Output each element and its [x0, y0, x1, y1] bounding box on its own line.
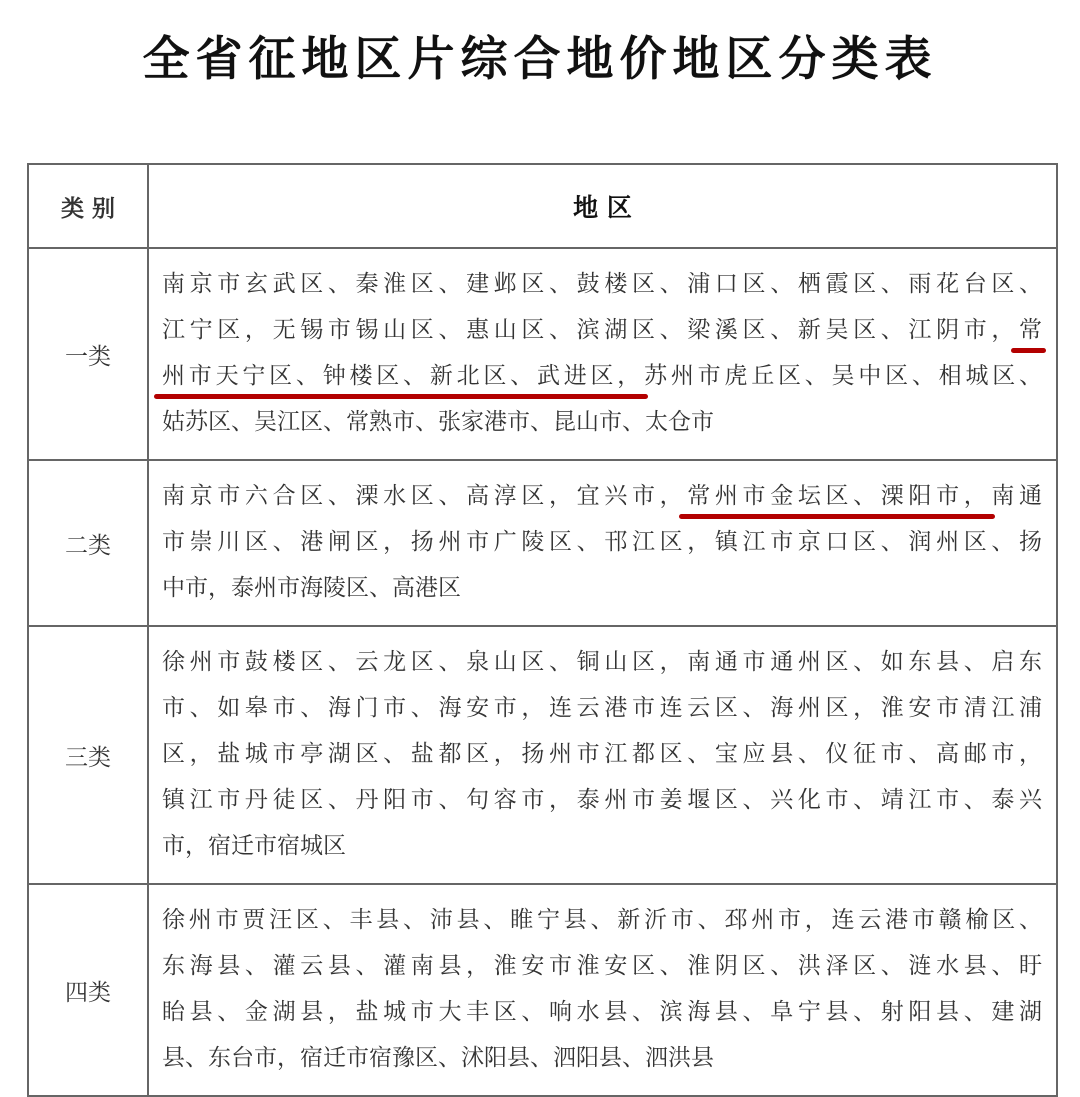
region-line [162, 307, 1042, 353]
region-line [162, 777, 1042, 823]
table-row [28, 248, 1057, 460]
region-line [162, 731, 1042, 777]
underlined-region-text: 常州市金坛区、溧阳市， [687, 483, 992, 509]
region-text: 市，宿迁市宿城区 [162, 833, 346, 859]
region-text: 徐州市鼓楼区、云龙区、泉山区、铜山区，南通市通州区、如东县、启东 [162, 649, 1042, 675]
header-category: 类 别 [28, 164, 148, 248]
region-text: 南京市玄武区、秦淮区、建邺区、鼓楼区、浦口区、栖霞区、雨花台区、 [162, 271, 1042, 297]
region-text: 江宁区，无锡市锡山区、惠山区、滨湖区、梁溪区、新吴区、江阴市， [162, 317, 1019, 343]
region-line [162, 1035, 1042, 1081]
region-line [162, 353, 1042, 399]
region-line [162, 685, 1042, 731]
region-cell [148, 626, 1057, 884]
region-text: 市、如皋市、海门市、海安市，连云港市连云区、海州区，淮安市清江浦 [162, 695, 1042, 721]
region-text: 市崇川区、港闸区，扬州市广陵区、邗江区，镇江市京口区、润州区、扬 [162, 529, 1042, 555]
table-row [28, 626, 1057, 884]
region-line [162, 565, 1042, 611]
category-cell: 二类 [28, 460, 148, 626]
region-text: 南通 [991, 483, 1043, 509]
table-body [28, 248, 1057, 1096]
region-line [162, 823, 1042, 869]
region-text: 眙县、金湖县，盐城市大丰区、响水县、滨海县、阜宁县、射阳县、建湖 [162, 999, 1042, 1025]
region-text: 区，盐城市亭湖区、盐都区，扬州市江都区、宝应县、仪征市、高邮市， [162, 741, 1042, 767]
underlined-region-text: 常 [1019, 317, 1042, 343]
region-cell [148, 460, 1057, 626]
region-text: 镇江市丹徒区、丹阳市、句容市，泰州市姜堰区、兴化市、靖江市、泰兴 [162, 787, 1042, 813]
region-line [162, 943, 1042, 989]
region-cell [148, 884, 1057, 1096]
classification-table [27, 163, 1058, 1097]
region-text: 东海县、灌云县、灌南县，淮安市淮安区、淮阴区、洪泽区、涟水县、盱 [162, 953, 1042, 979]
region-line [162, 399, 1042, 445]
region-text: 中市，泰州市海陵区、高港区 [162, 575, 461, 601]
category-cell: 一类 [28, 248, 148, 460]
region-line [162, 473, 1042, 519]
region-cell [148, 248, 1057, 460]
region-line [162, 639, 1042, 685]
category-cell: 三类 [28, 626, 148, 884]
table-header-row [28, 164, 1057, 248]
category-cell: 四类 [28, 884, 148, 1096]
table-row [28, 460, 1057, 626]
region-text: 姑苏区、吴江区、常熟市、张家港市、昆山市、太仓市 [162, 409, 714, 435]
region-line [162, 989, 1042, 1035]
region-line [162, 897, 1042, 943]
region-line [162, 261, 1042, 307]
region-text: 苏州市虎丘区、吴中区、相城区、 [644, 363, 1042, 389]
header-region: 地 区 [148, 164, 1057, 248]
region-text: 县、东台市，宿迁市宿豫区、沭阳县、泗阳县、泗洪县 [162, 1045, 714, 1071]
underlined-region-text: 州市天宁区、钟楼区、新北区、武进区， [162, 363, 645, 389]
region-text: 徐州市贾汪区、丰县、沛县、睢宁县、新沂市、邳州市，连云港市赣榆区、 [162, 907, 1042, 933]
document-title: 全省征地区片综合地价地区分类表 [142, 32, 938, 87]
table-row [28, 884, 1057, 1096]
region-text: 南京市六合区、溧水区、高淳区，宜兴市， [162, 483, 688, 509]
region-line [162, 519, 1042, 565]
